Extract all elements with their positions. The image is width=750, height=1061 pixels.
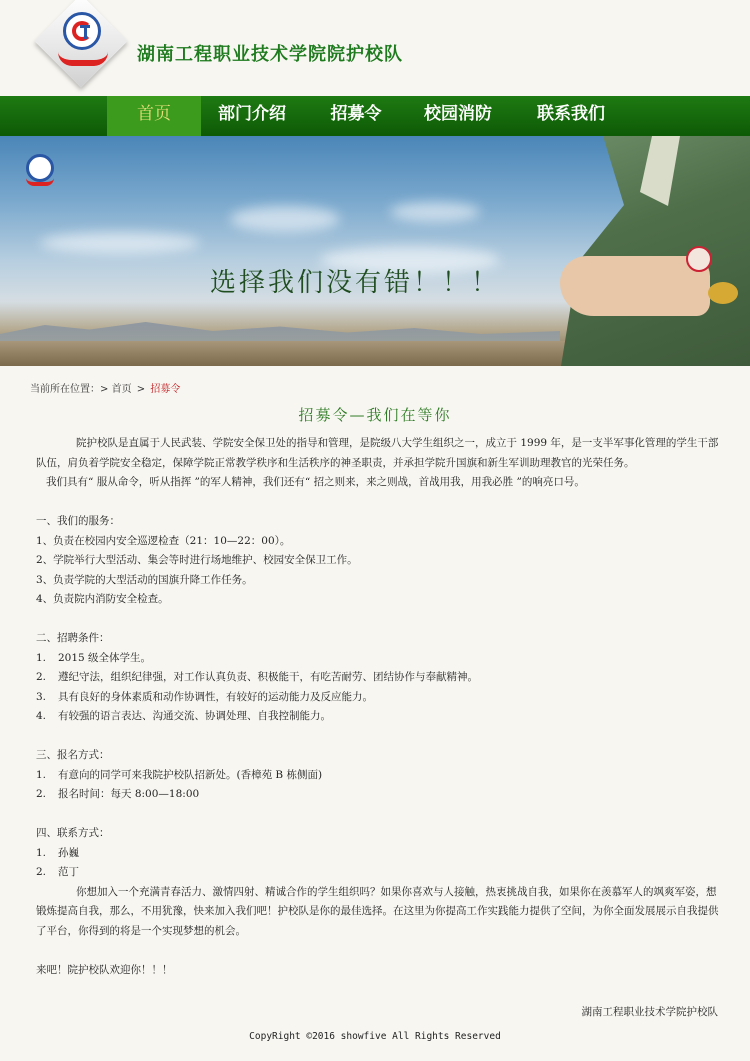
breadcrumb-current: 招募令 bbox=[150, 384, 181, 395]
list-number: 1. bbox=[36, 768, 47, 781]
list-item bbox=[36, 863, 726, 883]
list-number: 1. bbox=[36, 651, 47, 664]
cloud bbox=[40, 232, 200, 254]
list-text: 遵纪守法，组织纪律强，对工作认真负责、积极能干，有吃苦耐劳、团结协作与奉献精神。 bbox=[58, 671, 478, 683]
list-item bbox=[36, 688, 726, 708]
section-title-services: 一、我们的服务： bbox=[36, 515, 120, 527]
banner-slogan: 选择我们没有错！！！ bbox=[210, 268, 501, 298]
footer-site-name: 湖南工程职业技术学院护校队 bbox=[581, 1006, 718, 1018]
intro-paragraph: 院护校队是直属于人民武装、学院安全保卫处的指导和管理，是院级八大学生组织之一，成立于 1999 年，是一支半军事化管理的学生干部队伍，肩负着学院安全稳定，保障学院正常教学秩序和生活秩序的神圣职责，并承担学院升国旗和新生军训助理教官的光荣任务。 bbox=[36, 437, 719, 469]
intro-slogan-paragraph: 我们具有“ 服从命令，听从指挥 ”的军人精神，我们还有“ 招之则来，来之则战，首战用我，用我必胜 ”的响亮口号。 bbox=[46, 476, 585, 488]
list-item bbox=[36, 844, 726, 864]
school-logo[interactable] bbox=[38, 0, 126, 96]
list-text: 报名时间：每天 8:00—18:00 bbox=[58, 788, 200, 800]
list-item bbox=[36, 707, 726, 727]
nav-item-departments[interactable]: 部门介绍 bbox=[218, 104, 286, 124]
cloud bbox=[230, 206, 340, 232]
hero-banner bbox=[0, 136, 750, 366]
list-number: 2. bbox=[36, 866, 47, 878]
list-number: 2. bbox=[36, 788, 47, 800]
shoulder-star-icon bbox=[708, 282, 738, 304]
list-item: 4、负责院内消防安全检查。 bbox=[36, 593, 169, 605]
list-text: 范丁 bbox=[58, 866, 79, 878]
list-number: 2. bbox=[36, 671, 47, 683]
list-text: 2015 级全体学生。 bbox=[58, 651, 152, 664]
list-item: 2、学院举行大型活动、集会等时进行场地维护、校园安全保卫工作。 bbox=[36, 554, 358, 566]
badge-icon bbox=[686, 246, 712, 272]
spacer bbox=[36, 805, 726, 825]
main-nav bbox=[0, 96, 750, 136]
article-body bbox=[36, 434, 726, 980]
nav-item-contact[interactable]: 联系我们 bbox=[537, 104, 605, 124]
site-title: 湖南工程职业技术学院院护校队 bbox=[137, 44, 403, 65]
list-text: 有意向的同学可来我院护校队招新处。(香樟苑 B 栋侧面) bbox=[58, 768, 323, 781]
nav-item-recruitment[interactable]: 招募令 bbox=[330, 104, 382, 124]
site-header bbox=[0, 0, 750, 96]
welcome-text: 来吧！院护校队欢迎你！！！ bbox=[36, 963, 173, 976]
logo-c-shape bbox=[72, 21, 92, 41]
copyright-text: CopyRight ©2016 showfive All Rights Reserved bbox=[249, 1031, 501, 1042]
cloud bbox=[390, 202, 480, 222]
list-number: 4. bbox=[36, 710, 47, 722]
section-title-contact: 四、联系方式： bbox=[36, 827, 110, 839]
spacer bbox=[36, 941, 726, 961]
spacer bbox=[36, 610, 726, 630]
list-number: 3. bbox=[36, 690, 47, 703]
logo-t-stem bbox=[84, 25, 87, 39]
list-item bbox=[36, 668, 726, 688]
nav-item-fire-safety[interactable]: 校园消防 bbox=[424, 104, 492, 124]
logo-hands-icon bbox=[58, 52, 108, 66]
banner-logo-hands-icon bbox=[26, 178, 54, 186]
page-title: 招募令—我们在等你 bbox=[298, 406, 452, 424]
breadcrumb-separator: > bbox=[136, 384, 146, 395]
list-item bbox=[36, 766, 726, 786]
list-item: 1、负责在校园内安全巡逻检查（21：10—22：00）。 bbox=[36, 534, 291, 547]
logo-emblem-icon bbox=[63, 12, 101, 50]
section-title-requirements: 二、招聘条件： bbox=[36, 632, 110, 644]
list-item bbox=[36, 785, 726, 805]
list-text: 具有良好的身体素质和动作协调性，有较好的运动能力及反应能力。 bbox=[58, 690, 373, 703]
list-number: 1. bbox=[36, 846, 47, 859]
breadcrumb bbox=[30, 380, 180, 395]
list-item: 3、负责学院的大型活动的国旗升降工作任务。 bbox=[36, 573, 253, 586]
spacer bbox=[36, 727, 726, 747]
section-title-signup: 三、报名方式： bbox=[36, 749, 110, 761]
breadcrumb-prefix: 当前所在位置：> bbox=[30, 384, 109, 395]
spacer bbox=[36, 493, 726, 513]
nav-item-home[interactable]: 首页 bbox=[107, 96, 201, 136]
closing-paragraph: 你想加入一个充满青春活力、激情四射、精诚合作的学生组织吗？如果你喜欢与人接触，热衷挑战自我，如果你在羡慕军人的飒爽军姿，想锻炼提高自我，那么，不用犹豫，快来加入我们吧！护校队是你的最佳选择。在这里为你提高工作实践能力提供了空间，为你全面发展展示自我提供了平台，你得到的将是一个实现梦想的机会。 bbox=[36, 885, 719, 937]
breadcrumb-home-link[interactable]: 首页 bbox=[111, 384, 132, 395]
list-item bbox=[36, 649, 726, 669]
list-text: 孙巍 bbox=[58, 846, 79, 859]
list-text: 有较强的语言表达、沟通交流、协调处理、自我控制能力。 bbox=[58, 710, 331, 722]
